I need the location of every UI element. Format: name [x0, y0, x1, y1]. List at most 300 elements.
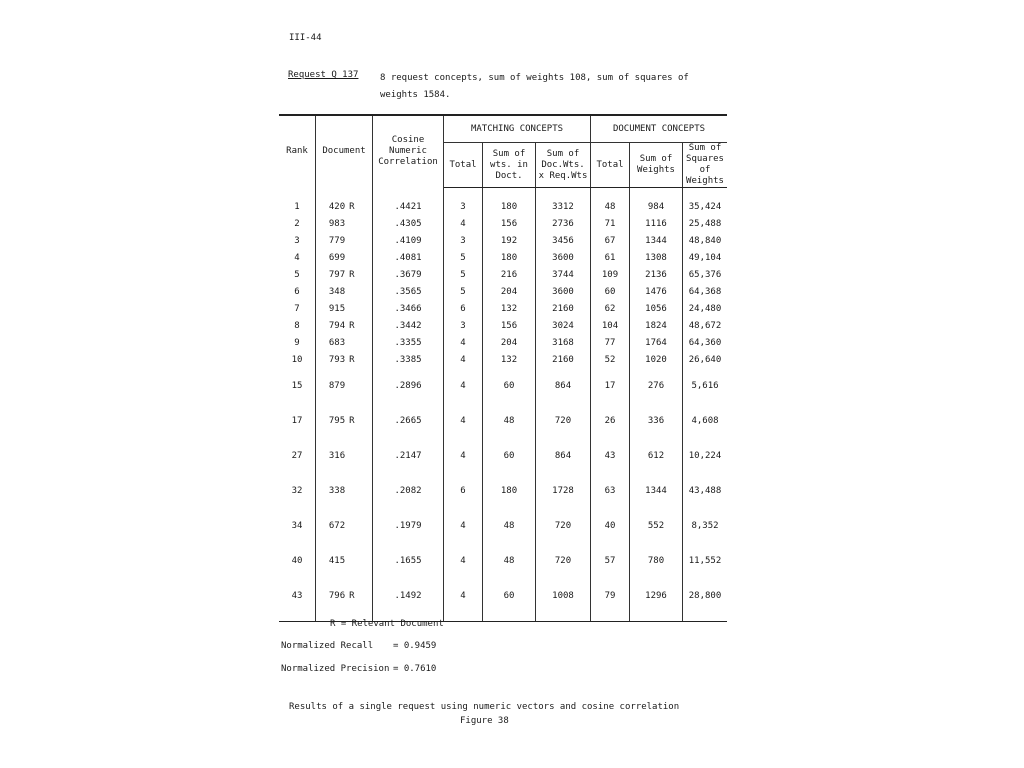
cell-cosine-value: .2147: [394, 450, 422, 461]
cell-matching-sum-wts: [483, 249, 536, 266]
cell-rank: [279, 283, 316, 300]
cell-doc-sum-weights-value: 1344: [645, 235, 667, 246]
cell-doc-sum-weights: [630, 215, 683, 232]
cell-matching-total-value: 4: [460, 337, 466, 348]
cell-cosine: [373, 283, 444, 300]
cell-doc-sum-squares-value: 43,488: [688, 485, 722, 496]
cell-matching-total: [444, 232, 483, 249]
cell-matching-sum-products: [536, 543, 591, 578]
cell-doc-sum-squares-value: 35,424: [688, 201, 722, 212]
cell-matching-total-value: 5: [460, 252, 466, 263]
cell-document: [316, 368, 373, 403]
cell-matching-sum-products-value: 2160: [552, 303, 574, 314]
cell-cosine: [373, 578, 444, 613]
cell-rank: [279, 266, 316, 283]
cell-matching-total: [444, 508, 483, 543]
cell-matching-sum-wts-value: 180: [500, 485, 518, 496]
cell-cosine: [373, 300, 444, 317]
cell-document-value: 316: [328, 450, 346, 461]
cell-matching-total-value: 5: [460, 269, 466, 280]
cell-cosine-value: .1492: [394, 590, 422, 601]
cell-matching-sum-wts: [483, 403, 536, 438]
request-label: Request Q 137: [288, 70, 359, 80]
cell-rank: [279, 403, 316, 438]
cell-rank-value: 1: [294, 201, 300, 212]
cell-matching-sum-wts: [483, 198, 536, 215]
cell-rank-value: 34: [291, 520, 303, 531]
cell-doc-sum-weights: [630, 249, 683, 266]
table-row: [279, 543, 727, 578]
cell-doc-total: [591, 543, 630, 578]
cell-doc-sum-weights: [630, 351, 683, 368]
cell-matching-sum-products-value: 3600: [552, 252, 574, 263]
cell-matching-sum-products-value: 2160: [552, 354, 574, 365]
cell-cosine-value: .3385: [394, 354, 422, 365]
cell-doc-total-value: 57: [604, 555, 616, 566]
table-row: [279, 578, 727, 613]
cell-matching-sum-wts-value: 204: [500, 337, 518, 348]
header-matching-concepts: MATCHING CONCEPTS: [444, 115, 591, 143]
cell-matching-sum-products-value: 3600: [552, 286, 574, 297]
relevant-marker: R: [349, 320, 355, 331]
cell-matching-total: [444, 368, 483, 403]
cell-doc-sum-squares: [683, 543, 728, 578]
table-row: [279, 351, 727, 368]
cell-doc-total: [591, 300, 630, 317]
cell-matching-sum-products: [536, 368, 591, 403]
normalized-recall-value: = 0.9459: [393, 641, 437, 651]
cell-cosine: [373, 215, 444, 232]
cell-cosine: [373, 249, 444, 266]
cell-document-value: 793: [328, 354, 346, 365]
cell-rank: [279, 249, 316, 266]
cell-rank: [279, 215, 316, 232]
header-doc-total: Total: [591, 143, 630, 188]
cell-matching-sum-products-value: 720: [554, 555, 572, 566]
cell-matching-total: [444, 198, 483, 215]
cell-doc-sum-squares: [683, 508, 728, 543]
relevant-marker: R: [349, 354, 355, 365]
cell-cosine: [373, 351, 444, 368]
cell-cosine: [373, 266, 444, 283]
cell-document: [316, 317, 373, 334]
cell-matching-total-value: 3: [460, 235, 466, 246]
cell-matching-sum-products-value: 2736: [552, 218, 574, 229]
cell-doc-total-value: 62: [604, 303, 616, 314]
cell-doc-sum-squares-value: 64,360: [688, 337, 722, 348]
cell-doc-total: [591, 578, 630, 613]
cell-document-value: 779: [328, 235, 346, 246]
cell-matching-sum-wts-value: 180: [500, 252, 518, 263]
cell-doc-sum-weights: [630, 403, 683, 438]
cell-matching-total-value: 4: [460, 415, 466, 426]
cell-document-value: 795: [328, 415, 346, 426]
cell-matching-sum-products: [536, 351, 591, 368]
normalized-recall-label: Normalized Recall: [281, 641, 374, 651]
cell-matching-total-value: 4: [460, 590, 466, 601]
cell-doc-total-value: 60: [604, 286, 616, 297]
cell-doc-sum-weights: [630, 317, 683, 334]
cell-document: [316, 403, 373, 438]
cell-document-value: 672: [328, 520, 346, 531]
header-doc-sum-weights: Sum of Weights: [630, 143, 683, 188]
cell-doc-sum-weights-value: 552: [647, 520, 665, 531]
cell-document: [316, 351, 373, 368]
cell-matching-total: [444, 438, 483, 473]
cell-doc-sum-squares-value: 25,488: [688, 218, 722, 229]
cell-document-value: 683: [328, 337, 346, 348]
cell-rank-value: 4: [294, 252, 300, 263]
cell-document-value: 797: [328, 269, 346, 280]
cell-doc-sum-squares: [683, 266, 728, 283]
cell-matching-sum-wts: [483, 473, 536, 508]
cell-matching-sum-wts-value: 60: [503, 590, 515, 601]
cell-matching-total: [444, 266, 483, 283]
cell-cosine: [373, 317, 444, 334]
cell-doc-sum-squares: [683, 198, 728, 215]
cell-matching-sum-products: [536, 198, 591, 215]
cell-rank-value: 3: [294, 235, 300, 246]
cell-matching-sum-products-value: 1008: [552, 590, 574, 601]
cell-matching-total: [444, 473, 483, 508]
cell-cosine-value: .3565: [394, 286, 422, 297]
cell-doc-sum-squares: [683, 438, 728, 473]
cell-cosine: [373, 543, 444, 578]
cell-doc-sum-squares: [683, 578, 728, 613]
cell-cosine-value: .2082: [394, 485, 422, 496]
cell-doc-sum-weights: [630, 438, 683, 473]
cell-doc-total: [591, 198, 630, 215]
cell-matching-sum-products-value: 3168: [552, 337, 574, 348]
cell-matching-sum-wts: [483, 578, 536, 613]
relevant-marker: R: [349, 201, 355, 212]
cell-document-value: 348: [328, 286, 346, 297]
cell-matching-total: [444, 215, 483, 232]
cell-matching-sum-wts-value: 48: [503, 520, 515, 531]
cell-rank-value: 27: [291, 450, 303, 461]
cell-doc-sum-weights-value: 1056: [645, 303, 667, 314]
cell-matching-sum-products-value: 864: [554, 450, 572, 461]
cell-matching-total: [444, 578, 483, 613]
table-row: [279, 266, 727, 283]
cell-document-value: 983: [328, 218, 346, 229]
cell-document-value: 796: [328, 590, 346, 601]
table-row: [279, 232, 727, 249]
cell-matching-sum-wts: [483, 351, 536, 368]
cell-doc-sum-weights-value: 1020: [645, 354, 667, 365]
cell-document-value: 794: [328, 320, 346, 331]
cell-matching-total: [444, 300, 483, 317]
cell-matching-total-value: 3: [460, 320, 466, 331]
normalized-precision-label: Normalized Precision: [281, 664, 390, 674]
cell-doc-sum-squares-value: 5,616: [691, 380, 719, 391]
cell-rank: [279, 351, 316, 368]
cell-doc-sum-squares: [683, 232, 728, 249]
cell-matching-total-value: 4: [460, 520, 466, 531]
cell-doc-total: [591, 473, 630, 508]
cell-matching-sum-wts: [483, 215, 536, 232]
cell-matching-sum-products: [536, 249, 591, 266]
table-row: [279, 403, 727, 438]
cell-matching-sum-products: [536, 300, 591, 317]
cell-matching-total-value: 4: [460, 354, 466, 365]
cell-cosine-value: .1979: [394, 520, 422, 531]
cell-doc-sum-squares: [683, 368, 728, 403]
cell-doc-total: [591, 249, 630, 266]
cell-rank-value: 2: [294, 218, 300, 229]
cell-matching-sum-products-value: 3456: [552, 235, 574, 246]
cell-matching-sum-wts-value: 132: [500, 354, 518, 365]
relevant-marker: R: [349, 590, 355, 601]
cell-cosine-value: .3466: [394, 303, 422, 314]
cell-document: [316, 578, 373, 613]
cell-rank-value: 43: [291, 590, 303, 601]
cell-doc-sum-weights: [630, 334, 683, 351]
cell-document: [316, 438, 373, 473]
cell-document-value: 879: [328, 380, 346, 391]
cell-doc-sum-squares: [683, 215, 728, 232]
cell-doc-total: [591, 351, 630, 368]
cell-doc-total: [591, 438, 630, 473]
cell-rank-value: 10: [291, 354, 303, 365]
cell-matching-sum-products: [536, 334, 591, 351]
cell-cosine: [373, 473, 444, 508]
table-row: [279, 438, 727, 473]
cell-doc-sum-squares-value: 28,800: [688, 590, 722, 601]
cell-doc-total-value: 77: [604, 337, 616, 348]
cell-matching-sum-wts: [483, 317, 536, 334]
table-row: [279, 283, 727, 300]
relevant-legend: R = Relevant Document: [330, 619, 444, 629]
cell-matching-sum-wts-value: 216: [500, 269, 518, 280]
cell-matching-total: [444, 403, 483, 438]
cell-matching-sum-products: [536, 215, 591, 232]
cell-doc-sum-squares: [683, 283, 728, 300]
cell-rank: [279, 543, 316, 578]
cell-doc-sum-weights: [630, 283, 683, 300]
cell-document: [316, 215, 373, 232]
table-row: [279, 334, 727, 351]
table-row: [279, 198, 727, 215]
cell-cosine: [373, 334, 444, 351]
cell-matching-sum-wts-value: 48: [503, 415, 515, 426]
cell-matching-sum-wts: [483, 266, 536, 283]
cell-matching-sum-wts-value: 204: [500, 286, 518, 297]
cell-doc-total: [591, 368, 630, 403]
normalized-precision-value: = 0.7610: [393, 664, 437, 674]
cell-matching-sum-wts-value: 192: [500, 235, 518, 246]
cell-rank-value: 40: [291, 555, 303, 566]
cell-cosine-value: .4305: [394, 218, 422, 229]
cell-doc-total-value: 63: [604, 485, 616, 496]
cell-matching-total: [444, 317, 483, 334]
cell-matching-total: [444, 283, 483, 300]
cell-document-value: 699: [328, 252, 346, 263]
cell-cosine: [373, 438, 444, 473]
cell-rank-value: 15: [291, 380, 303, 391]
cell-doc-sum-squares-value: 64,368: [688, 286, 722, 297]
cell-doc-total: [591, 508, 630, 543]
cell-doc-total-value: 71: [604, 218, 616, 229]
cell-matching-sum-products-value: 3024: [552, 320, 574, 331]
cell-matching-sum-products: [536, 578, 591, 613]
cell-matching-sum-wts: [483, 300, 536, 317]
cell-matching-total-value: 4: [460, 555, 466, 566]
table-row: [279, 249, 727, 266]
page-number: III-44: [289, 33, 322, 43]
relevant-marker: R: [349, 415, 355, 426]
cell-doc-sum-weights-value: 780: [647, 555, 665, 566]
cell-doc-total-value: 48: [604, 201, 616, 212]
header-cosine: Cosine Numeric Correlation: [373, 115, 444, 188]
cell-matching-sum-products: [536, 283, 591, 300]
cell-doc-sum-weights-value: 612: [647, 450, 665, 461]
cell-matching-sum-wts: [483, 543, 536, 578]
cell-matching-sum-products-value: 720: [554, 415, 572, 426]
cell-doc-total-value: 104: [601, 320, 619, 331]
cell-doc-total-value: 43: [604, 450, 616, 461]
figure-number: Figure 38: [460, 716, 509, 726]
cell-document-value: 420: [328, 201, 346, 212]
cell-matching-sum-products: [536, 438, 591, 473]
cell-document-value: 338: [328, 485, 346, 496]
cell-doc-total-value: 109: [601, 269, 619, 280]
cell-cosine-value: .4081: [394, 252, 422, 263]
results-table: [279, 114, 727, 622]
cell-doc-sum-weights: [630, 300, 683, 317]
cell-doc-total-value: 40: [604, 520, 616, 531]
cell-doc-sum-weights-value: 1116: [645, 218, 667, 229]
cell-document-value: 415: [328, 555, 346, 566]
cell-doc-total-value: 52: [604, 354, 616, 365]
cell-doc-sum-weights: [630, 543, 683, 578]
cell-document: [316, 300, 373, 317]
cell-matching-sum-products: [536, 232, 591, 249]
cell-matching-total: [444, 351, 483, 368]
cell-document: [316, 473, 373, 508]
cell-doc-sum-squares-value: 48,840: [688, 235, 722, 246]
cell-cosine-value: .1655: [394, 555, 422, 566]
cell-doc-sum-weights-value: 1296: [645, 590, 667, 601]
table-row: [279, 317, 727, 334]
cell-matching-sum-wts-value: 60: [503, 450, 515, 461]
cell-matching-sum-wts: [483, 508, 536, 543]
table-row: [279, 368, 727, 403]
cell-doc-sum-weights: [630, 232, 683, 249]
cell-matching-sum-wts-value: 180: [500, 201, 518, 212]
cell-matching-sum-wts-value: 132: [500, 303, 518, 314]
cell-matching-sum-wts: [483, 334, 536, 351]
cell-matching-sum-wts-value: 156: [500, 218, 518, 229]
cell-doc-sum-weights: [630, 368, 683, 403]
cell-cosine: [373, 403, 444, 438]
cell-matching-sum-products: [536, 403, 591, 438]
request-description: 8 request concepts, sum of weights 108, sum of squares of weights 1584.: [380, 73, 689, 100]
cell-cosine-value: .4421: [394, 201, 422, 212]
cell-doc-sum-squares-value: 48,672: [688, 320, 722, 331]
cell-doc-sum-squares: [683, 403, 728, 438]
cell-matching-total-value: 5: [460, 286, 466, 297]
cell-doc-total: [591, 215, 630, 232]
table-row: [279, 473, 727, 508]
cell-rank: [279, 578, 316, 613]
cell-doc-sum-weights: [630, 198, 683, 215]
header-doc-sum-squares: Sum of Squares of Weights: [683, 143, 728, 188]
cell-cosine-value: .3442: [394, 320, 422, 331]
cell-doc-sum-weights-value: 1824: [645, 320, 667, 331]
cell-document: [316, 266, 373, 283]
cell-doc-total-value: 61: [604, 252, 616, 263]
cell-doc-sum-squares-value: 11,552: [688, 555, 722, 566]
cell-rank-value: 9: [294, 337, 300, 348]
cell-rank-value: 7: [294, 303, 300, 314]
cell-matching-sum-wts: [483, 232, 536, 249]
cell-rank: [279, 473, 316, 508]
cell-document: [316, 232, 373, 249]
cell-doc-total-value: 17: [604, 380, 616, 391]
cell-document: [316, 198, 373, 215]
table-row: [279, 215, 727, 232]
cell-doc-sum-squares-value: 10,224: [688, 450, 722, 461]
cell-rank-value: 32: [291, 485, 303, 496]
cell-matching-sum-wts-value: 60: [503, 380, 515, 391]
cell-matching-sum-products-value: 3312: [552, 201, 574, 212]
cell-doc-sum-squares: [683, 249, 728, 266]
cell-doc-sum-weights: [630, 578, 683, 613]
cell-doc-total-value: 26: [604, 415, 616, 426]
cell-document: [316, 508, 373, 543]
cell-cosine-value: .2665: [394, 415, 422, 426]
cell-rank-value: 5: [294, 269, 300, 280]
cell-matching-total-value: 4: [460, 218, 466, 229]
cell-cosine: [373, 232, 444, 249]
cell-matching-sum-wts: [483, 438, 536, 473]
cell-rank: [279, 508, 316, 543]
cell-cosine-value: .2896: [394, 380, 422, 391]
cell-matching-total: [444, 249, 483, 266]
cell-doc-sum-weights: [630, 508, 683, 543]
cell-doc-total: [591, 317, 630, 334]
cell-document-value: 915: [328, 303, 346, 314]
cell-matching-total-value: 4: [460, 380, 466, 391]
cell-matching-total-value: 3: [460, 201, 466, 212]
cell-rank: [279, 334, 316, 351]
cell-doc-sum-weights-value: 1308: [645, 252, 667, 263]
header-matching-sum-products: Sum of Doc.Wts. x Req.Wts: [536, 143, 591, 188]
cell-doc-sum-weights: [630, 473, 683, 508]
cell-doc-sum-weights-value: 984: [647, 201, 665, 212]
cell-cosine: [373, 368, 444, 403]
cell-doc-sum-weights-value: 276: [647, 380, 665, 391]
cell-cosine-value: .3679: [394, 269, 422, 280]
cell-rank-value: 8: [294, 320, 300, 331]
cell-matching-sum-products-value: 864: [554, 380, 572, 391]
cell-matching-total-value: 6: [460, 485, 466, 496]
figure-caption: Results of a single request using numeric vectors and cosine correlation: [289, 702, 680, 712]
header-matching-total: Total: [444, 143, 483, 188]
cell-doc-sum-squares: [683, 300, 728, 317]
header-rank: Rank: [279, 115, 316, 188]
cell-doc-sum-squares-value: 65,376: [688, 269, 722, 280]
cell-doc-sum-squares-value: 8,352: [691, 520, 719, 531]
cell-cosine-value: .4109: [394, 235, 422, 246]
cell-document: [316, 283, 373, 300]
cell-matching-total: [444, 334, 483, 351]
cell-doc-sum-weights-value: 2136: [645, 269, 667, 280]
cell-rank-value: 17: [291, 415, 303, 426]
cell-document: [316, 543, 373, 578]
header-document: Document: [316, 115, 373, 188]
